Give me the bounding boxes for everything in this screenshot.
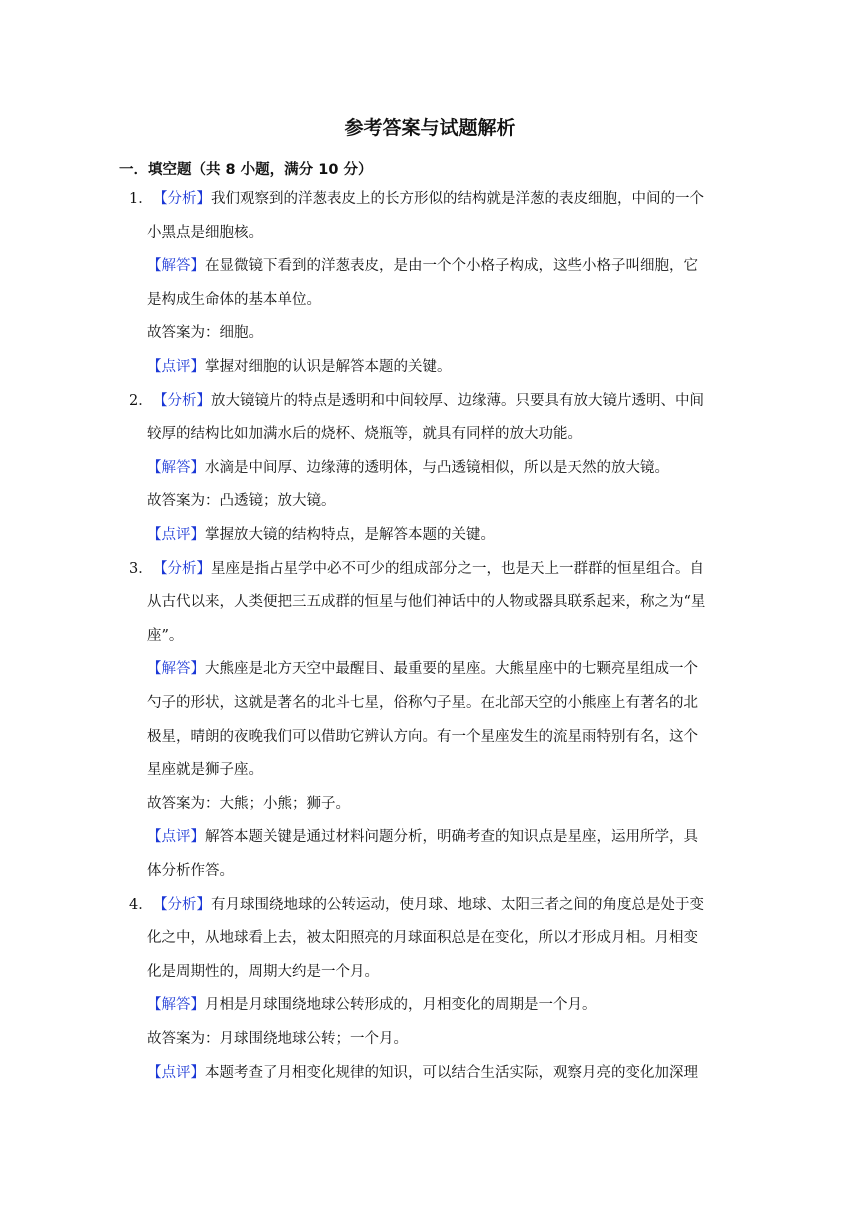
analysis-text: 星座是指占星学中必不可少的组成部分之一，也是天上一群群的恒星组合。自 — [211, 560, 704, 577]
solution-tag: 【解答】 — [147, 661, 205, 678]
solution-line — [147, 249, 698, 283]
analysis-text: 我们观察到的洋葱表皮上的长方形似的结构就是洋葱的表皮细胞，中间的一个 — [211, 191, 704, 207]
analysis-line — [147, 585, 705, 619]
answer-text: 故答案为：细胞。 — [147, 325, 263, 342]
analysis-text: 从古代以来，人类便把三五成群的恒星与他们神话中的人物或器具联系起来，称之为“星 — [147, 594, 706, 611]
solution-tag: 【解答】 — [147, 459, 205, 476]
analysis-line — [147, 417, 582, 451]
question-number: 1． — [129, 191, 153, 207]
solution-line — [147, 686, 698, 720]
question-number: 2． — [129, 392, 153, 409]
comment-line — [147, 820, 698, 854]
page-title: 参考答案与试题解析 — [344, 117, 516, 139]
solution-text: 在显微镜下看到的洋葱表皮，是由一个个小格子构成，这些小格子叫细胞，它 — [205, 258, 698, 275]
solution-line — [147, 753, 263, 787]
solution-line — [147, 652, 698, 686]
solution-line — [147, 988, 597, 1022]
comment-text: 本题考查了月相变化规律的知识，可以结合生活实际，观察月亮的变化加深理 — [205, 1064, 698, 1081]
comment-line — [147, 518, 495, 552]
comment-line — [147, 1056, 698, 1090]
solution-line — [147, 451, 669, 485]
comment-line — [147, 350, 452, 384]
analysis-text: 化是周期性的，周期大约是一个月。 — [147, 963, 379, 980]
comment-text: 掌握对细胞的认识是解答本题的关键。 — [205, 359, 452, 375]
analysis-line — [147, 216, 263, 250]
solution-text: 月相是月球围绕地球公转形成的，月相变化的周期是一个月。 — [205, 997, 597, 1014]
solution-tag: 【解答】 — [147, 997, 205, 1014]
solution-tag: 【解答】 — [147, 258, 205, 275]
question-number: 4． — [129, 896, 153, 913]
analysis-text: 化之中，从地球看上去，被太阳照亮的月球面积总是在变化，所以才形成月相。月相变 — [147, 930, 698, 947]
comment-tag: 【点评】 — [147, 1064, 205, 1081]
solution-text: 是构成生命体的基本单位。 — [147, 291, 321, 308]
answer-text: 故答案为：大熊；小熊；狮子。 — [147, 795, 350, 812]
analysis-text: 座”。 — [147, 627, 184, 644]
analysis-line — [147, 921, 698, 955]
analysis-text: 较厚的结构比如加满水后的烧杯、烧瓶等，就具有同样的放大功能。 — [147, 426, 582, 443]
answer-line — [147, 1022, 408, 1056]
answer-line — [147, 484, 336, 518]
comment-text: 体分析作答。 — [147, 863, 234, 879]
analysis-line — [153, 552, 704, 586]
comment-tag: 【点评】 — [147, 359, 205, 375]
section-heading: 一．填空题（共 8 小题，满分 10 分） — [119, 162, 373, 178]
analysis-line — [153, 182, 704, 216]
comment-tag: 【点评】 — [147, 829, 205, 846]
comment-line — [147, 854, 234, 888]
answer-line — [147, 787, 350, 821]
answer-text: 故答案为：月球围绕地球公转；一个月。 — [147, 1031, 408, 1047]
solution-text: 极星，晴朗的夜晚我们可以借助它辨认方向。有一个星座发生的流星雨特别有名，这个 — [147, 728, 698, 745]
analysis-line — [153, 384, 704, 418]
solution-text: 勺子的形状，这就是著名的北斗七星，俗称勺子星。在北部天空的小熊座上有著名的北 — [147, 695, 698, 711]
solution-text: 星座就是狮子座。 — [147, 762, 263, 779]
answer-text: 故答案为：凸透镜；放大镜。 — [147, 493, 336, 510]
question-number: 3． — [129, 560, 153, 577]
comment-tag: 【点评】 — [147, 527, 205, 543]
comment-text: 掌握放大镜的结构特点，是解答本题的关键。 — [205, 527, 495, 543]
solution-line — [147, 720, 698, 754]
comment-text: 解答本题关键是通过材料问题分析，明确考查的知识点是星座，运用所学，具 — [205, 829, 698, 846]
solution-text: 大熊座是北方天空中最醒目、最重要的星座。大熊星座中的七颗亮星组成一个 — [205, 661, 698, 678]
analysis-text: 有月球围绕地球的公转运动，使月球、地球、太阳三者之间的角度总是处于变 — [211, 896, 704, 913]
analysis-tag: 【分析】 — [153, 392, 211, 409]
analysis-text: 放大镜镜片的特点是透明和中间较厚、边缘薄。只要具有放大镜片透明、中间 — [211, 392, 704, 409]
analysis-text: 小黑点是细胞核。 — [147, 224, 263, 241]
analysis-tag: 【分析】 — [153, 191, 211, 207]
answer-line — [147, 316, 263, 350]
analysis-line — [147, 955, 379, 989]
solution-text: 水滴是中间厚、边缘薄的透明体，与凸透镜相似，所以是天然的放大镜。 — [205, 459, 669, 476]
analysis-tag: 【分析】 — [153, 560, 211, 577]
analysis-tag: 【分析】 — [153, 896, 211, 913]
analysis-line — [153, 888, 704, 922]
solution-line — [147, 283, 321, 317]
analysis-line — [147, 619, 183, 653]
